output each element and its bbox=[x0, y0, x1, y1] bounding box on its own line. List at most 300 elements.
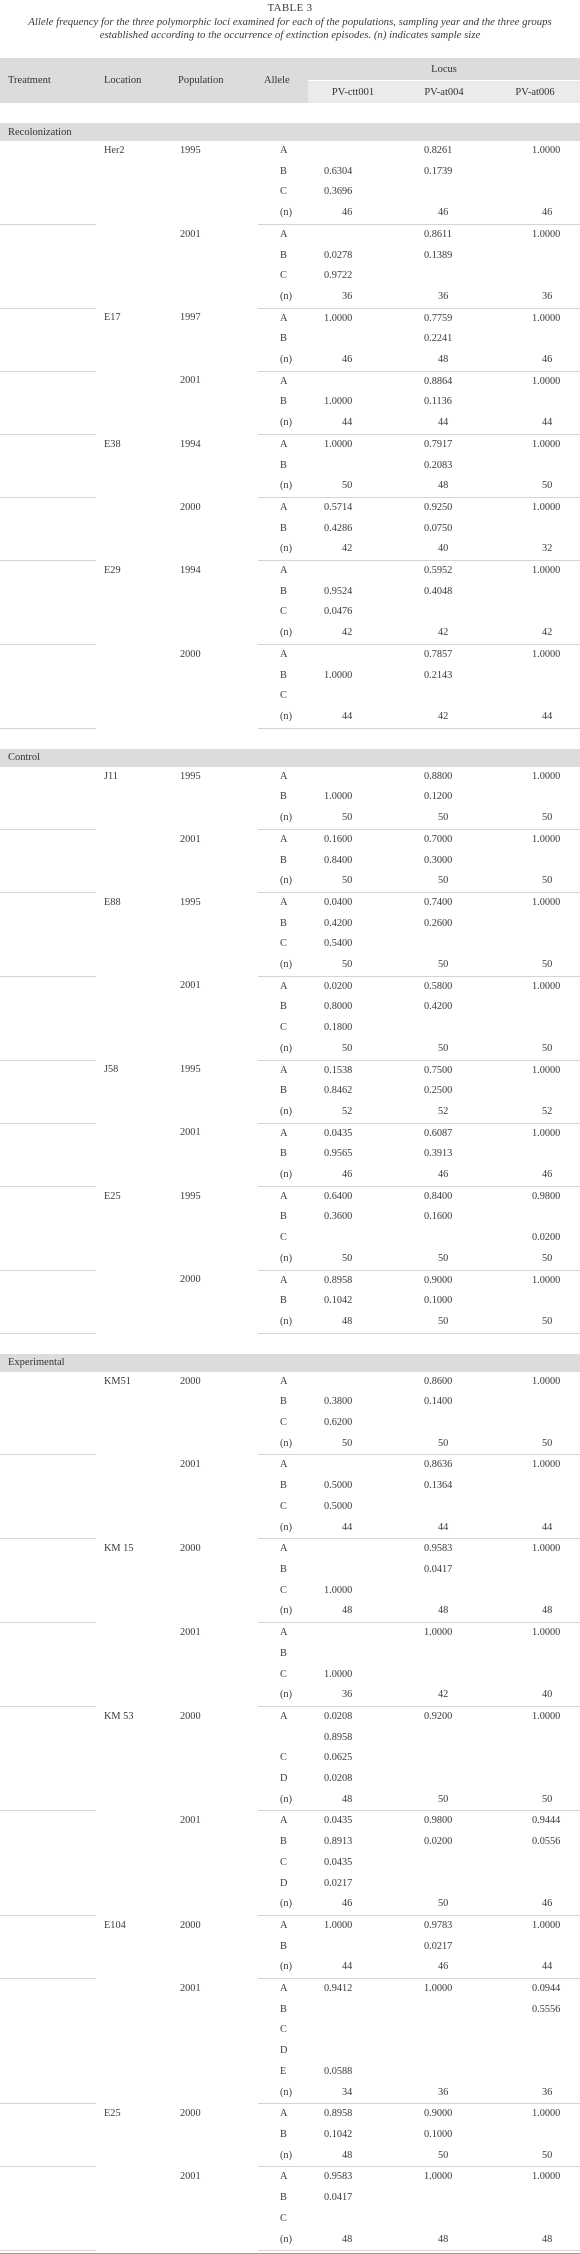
table-row bbox=[0, 1476, 580, 1497]
locus3-value bbox=[490, 266, 580, 287]
treatment-cell bbox=[0, 666, 96, 687]
locus1-value bbox=[308, 371, 398, 392]
location-cell bbox=[96, 371, 170, 392]
locus3-value: 46 bbox=[490, 203, 580, 224]
allele-cell: (n) bbox=[258, 2146, 308, 2167]
treatment-cell bbox=[0, 2146, 96, 2167]
locus1-value: 0.3696 bbox=[324, 186, 353, 198]
table-row bbox=[0, 329, 580, 350]
locus2-value bbox=[398, 1769, 490, 1790]
table-row bbox=[0, 892, 580, 913]
locus2-value bbox=[398, 2209, 490, 2230]
location-cell: KM51 bbox=[104, 1375, 131, 1387]
locus2-value: 0.8600 bbox=[424, 1375, 453, 1387]
population-cell bbox=[170, 1790, 258, 1811]
table-row bbox=[0, 2167, 580, 2188]
treatment-cell bbox=[0, 1560, 96, 1581]
locus3-value: 1.0000 bbox=[532, 1543, 561, 1555]
locus2-value bbox=[398, 934, 490, 955]
location-cell: E25 bbox=[104, 1190, 121, 1202]
locus3-value bbox=[490, 1769, 580, 1790]
location-cell bbox=[96, 1853, 170, 1874]
location-cell bbox=[96, 2062, 170, 2083]
location-cell bbox=[96, 808, 170, 829]
locus2-value: 0.3000 bbox=[424, 854, 453, 866]
header-treatment: Treatment bbox=[0, 58, 96, 103]
treatment-cell bbox=[0, 767, 96, 788]
population-cell bbox=[170, 1748, 258, 1769]
table-row bbox=[0, 1832, 580, 1853]
locus1-value: 50 bbox=[308, 955, 398, 976]
location-cell bbox=[96, 329, 170, 350]
treatment-cell bbox=[0, 519, 96, 540]
locus1-value: 42 bbox=[308, 539, 398, 560]
treatment-cell bbox=[0, 2083, 96, 2104]
locus1-value: 0.8913 bbox=[324, 1836, 353, 1848]
treatment-cell bbox=[0, 1207, 96, 1228]
locus1-value: 0.1042 bbox=[324, 1295, 353, 1307]
locus3-value bbox=[490, 392, 580, 413]
locus3-value: 46 bbox=[490, 1894, 580, 1915]
locus2-value: 0.1000 bbox=[424, 2128, 453, 2140]
locus2-value bbox=[398, 2188, 490, 2209]
population-cell bbox=[170, 582, 258, 603]
location-cell bbox=[96, 2209, 170, 2230]
group-header-row bbox=[0, 749, 580, 767]
locus2-value: 50 bbox=[398, 1249, 490, 1270]
location-cell bbox=[96, 582, 170, 603]
locus1-value: 0.0200 bbox=[324, 980, 353, 992]
allele-cell: (n) bbox=[258, 287, 308, 308]
locus1-value: 1.0000 bbox=[324, 312, 353, 324]
population-cell: 1995 bbox=[180, 896, 201, 908]
allele-cell: (n) bbox=[258, 623, 308, 644]
locus1-value: 0.6200 bbox=[324, 1417, 353, 1429]
table-row bbox=[0, 392, 580, 413]
location-cell bbox=[96, 203, 170, 224]
treatment-cell bbox=[0, 539, 96, 560]
population-cell bbox=[170, 2041, 258, 2062]
locus2-value: 0.9250 bbox=[424, 501, 453, 513]
locus1-value bbox=[308, 1644, 398, 1665]
treatment-cell bbox=[0, 1455, 96, 1476]
table-row bbox=[0, 686, 580, 707]
treatment-cell bbox=[0, 350, 96, 371]
allele-cell bbox=[258, 1728, 308, 1749]
treatment-cell bbox=[0, 787, 96, 808]
allele-cell: B bbox=[280, 522, 287, 534]
location-cell bbox=[96, 2230, 170, 2251]
locus2-value: 0.7917 bbox=[424, 438, 453, 450]
population-cell bbox=[170, 2000, 258, 2021]
treatment-cell bbox=[0, 1811, 96, 1832]
locus3-value: 44 bbox=[490, 413, 580, 434]
locus2-value: 50 bbox=[398, 1894, 490, 1915]
population-cell bbox=[170, 787, 258, 808]
treatment-cell bbox=[0, 1957, 96, 1978]
location-cell bbox=[96, 1685, 170, 1706]
table-row bbox=[0, 767, 580, 788]
table-row bbox=[0, 1560, 580, 1581]
location-cell bbox=[96, 476, 170, 497]
treatment-cell bbox=[0, 1623, 96, 1644]
locus2-value: 52 bbox=[398, 1102, 490, 1123]
locus3-value bbox=[490, 2041, 580, 2062]
table-row bbox=[0, 623, 580, 644]
location-cell bbox=[96, 851, 170, 872]
location-cell bbox=[96, 224, 170, 245]
locus2-value: 48 bbox=[398, 476, 490, 497]
locus1-value: 36 bbox=[308, 287, 398, 308]
location-cell bbox=[96, 246, 170, 267]
population-cell bbox=[170, 1207, 258, 1228]
location-cell bbox=[96, 1039, 170, 1060]
allele-cell: A bbox=[280, 1459, 288, 1471]
locus3-value: 0.0556 bbox=[532, 1836, 561, 1848]
allele-cell: A bbox=[280, 2108, 288, 2120]
allele-cell: B bbox=[280, 1940, 287, 1952]
treatment-cell bbox=[0, 1581, 96, 1602]
locus2-value: 46 bbox=[398, 203, 490, 224]
population-cell bbox=[170, 1937, 258, 1958]
population-cell: 2001 bbox=[180, 833, 201, 845]
locus1-value: 0.8400 bbox=[324, 854, 353, 866]
locus2-value bbox=[398, 1581, 490, 1602]
population-cell: 2000 bbox=[180, 1375, 201, 1387]
header-locus: Locus bbox=[308, 58, 580, 81]
locus2-value: 46 bbox=[398, 1957, 490, 1978]
population-cell bbox=[170, 914, 258, 935]
location-cell bbox=[96, 666, 170, 687]
table-row bbox=[0, 413, 580, 434]
table-header bbox=[0, 58, 580, 103]
table-row bbox=[0, 1018, 580, 1039]
table-row bbox=[0, 955, 580, 976]
allele-cell: (n) bbox=[258, 413, 308, 434]
allele-cell: A bbox=[280, 1919, 288, 1931]
table-body bbox=[0, 103, 580, 2251]
locus2-value: 0.7857 bbox=[424, 648, 453, 660]
allele-cell: C bbox=[280, 1417, 287, 1429]
location-cell bbox=[96, 2041, 170, 2062]
table-row bbox=[0, 1455, 580, 1476]
population-cell bbox=[170, 1018, 258, 1039]
locus2-value: 0.8611 bbox=[424, 228, 452, 240]
allele-cell: C bbox=[280, 270, 287, 282]
population-cell bbox=[170, 246, 258, 267]
table-row bbox=[0, 2062, 580, 2083]
locus1-value bbox=[308, 456, 398, 477]
table-row bbox=[0, 1123, 580, 1144]
locus3-value bbox=[490, 2020, 580, 2041]
treatment-cell bbox=[0, 892, 96, 913]
table-row bbox=[0, 246, 580, 267]
table-row bbox=[0, 456, 580, 477]
treatment-cell bbox=[0, 1790, 96, 1811]
population-cell bbox=[170, 1081, 258, 1102]
locus1-value: 48 bbox=[308, 1601, 398, 1622]
locus1-value: 0.9565 bbox=[324, 1148, 353, 1160]
locus3-value bbox=[490, 787, 580, 808]
locus3-value bbox=[490, 2062, 580, 2083]
locus3-value: 1.0000 bbox=[532, 1375, 561, 1387]
population-cell: 2001 bbox=[180, 1815, 201, 1827]
header-allele: Allele bbox=[258, 58, 308, 103]
treatment-cell bbox=[0, 434, 96, 455]
locus3-value: 1.0000 bbox=[532, 228, 561, 240]
allele-cell: C bbox=[280, 1584, 287, 1596]
treatment-cell bbox=[0, 371, 96, 392]
treatment-cell bbox=[0, 224, 96, 245]
locus3-value bbox=[490, 1144, 580, 1165]
population-cell bbox=[170, 602, 258, 623]
locus3-value: 50 bbox=[490, 1249, 580, 1270]
locus2-value: 0.1000 bbox=[424, 1295, 453, 1307]
locus3-value bbox=[490, 519, 580, 540]
population-cell bbox=[170, 287, 258, 308]
table-row bbox=[0, 203, 580, 224]
locus1-value bbox=[308, 329, 398, 350]
population-cell bbox=[170, 1874, 258, 1895]
location-cell bbox=[96, 1790, 170, 1811]
location-cell bbox=[96, 1476, 170, 1497]
table-row bbox=[0, 561, 580, 582]
location-cell: E29 bbox=[104, 564, 121, 576]
allele-cell: B bbox=[280, 1001, 287, 1013]
locus2-value: 50 bbox=[398, 871, 490, 892]
treatment-cell bbox=[0, 582, 96, 603]
locus3-value bbox=[490, 2209, 580, 2230]
locus1-value: 50 bbox=[308, 476, 398, 497]
population-cell bbox=[170, 1518, 258, 1539]
locus1-value: 1.0000 bbox=[324, 791, 353, 803]
allele-cell: (n) bbox=[258, 476, 308, 497]
table-row bbox=[0, 1979, 580, 2000]
locus1-value: 52 bbox=[308, 1102, 398, 1123]
treatment-cell bbox=[0, 1915, 96, 1936]
location-cell bbox=[96, 1979, 170, 2000]
locus3-value: 1.0000 bbox=[532, 648, 561, 660]
table-row bbox=[0, 1186, 580, 1207]
table-row bbox=[0, 1937, 580, 1958]
location-cell bbox=[96, 2167, 170, 2188]
location-cell bbox=[96, 1434, 170, 1455]
table-row bbox=[0, 1518, 580, 1539]
allele-cell: A bbox=[280, 228, 288, 240]
treatment-cell bbox=[0, 1937, 96, 1958]
locus1-value: 0.1800 bbox=[324, 1022, 353, 1034]
population-cell bbox=[170, 329, 258, 350]
location-cell: E104 bbox=[104, 1919, 126, 1931]
location-cell bbox=[96, 1413, 170, 1434]
allele-cell: B bbox=[280, 1564, 287, 1575]
population-cell bbox=[170, 162, 258, 183]
table-row bbox=[0, 1644, 580, 1665]
locus2-value bbox=[398, 1853, 490, 1874]
table-row bbox=[0, 2188, 580, 2209]
locus1-value: 0.5400 bbox=[324, 938, 353, 950]
locus3-value bbox=[490, 934, 580, 955]
locus3-value: 1.0000 bbox=[532, 1627, 561, 1639]
locus2-value bbox=[398, 1413, 490, 1434]
locus3-value: 1.0000 bbox=[532, 1274, 561, 1286]
table-row bbox=[0, 2083, 580, 2104]
locus1-value: 0.5000 bbox=[324, 1500, 353, 1512]
allele-cell: (n) bbox=[258, 1165, 308, 1186]
allele-cell: (n) bbox=[258, 1894, 308, 1915]
table-row bbox=[0, 1291, 580, 1312]
treatment-cell bbox=[0, 1665, 96, 1686]
locus3-value: 1.0000 bbox=[532, 1127, 561, 1139]
allele-cell: B bbox=[280, 585, 287, 597]
locus2-value: 0.1136 bbox=[424, 396, 452, 408]
location-cell bbox=[96, 182, 170, 203]
allele-cell: (n) bbox=[258, 2230, 308, 2251]
location-cell bbox=[96, 644, 170, 665]
locus3-value bbox=[490, 1560, 580, 1581]
header-location: Location bbox=[96, 58, 170, 103]
population-cell bbox=[170, 1957, 258, 1978]
population-cell bbox=[170, 1165, 258, 1186]
allele-cell: B bbox=[280, 1295, 287, 1307]
locus3-value bbox=[490, 246, 580, 267]
location-cell: Her2 bbox=[104, 145, 125, 156]
treatment-cell bbox=[0, 1894, 96, 1915]
allele-cell: B bbox=[280, 333, 287, 345]
locus2-value: 0.1600 bbox=[424, 1211, 453, 1223]
treatment-cell bbox=[0, 1144, 96, 1165]
table-row bbox=[0, 1434, 580, 1455]
locus3-value: 1.0000 bbox=[532, 980, 561, 992]
header-population: Population bbox=[170, 58, 258, 103]
locus1-value: 0.4286 bbox=[324, 522, 353, 534]
table-row bbox=[0, 476, 580, 497]
allele-cell: B bbox=[280, 1148, 287, 1160]
allele-cell: (n) bbox=[258, 2083, 308, 2104]
population-cell: 2000 bbox=[180, 648, 201, 660]
locus1-value: 0.9722 bbox=[324, 270, 353, 282]
table-row bbox=[0, 1853, 580, 1874]
table-row bbox=[0, 1957, 580, 1978]
table-row bbox=[0, 182, 580, 203]
locus1-value bbox=[308, 1539, 398, 1560]
locus3-value bbox=[490, 997, 580, 1018]
locus2-value: 42 bbox=[398, 707, 490, 728]
allele-cell: A bbox=[280, 1190, 288, 1202]
allele-cell: A bbox=[280, 1543, 288, 1555]
location-cell bbox=[96, 2188, 170, 2209]
allele-cell: C bbox=[280, 1022, 287, 1034]
locus1-value: 36 bbox=[308, 1685, 398, 1706]
treatment-cell bbox=[0, 1413, 96, 1434]
locus1-value bbox=[308, 686, 398, 707]
table-row bbox=[0, 2000, 580, 2021]
locus1-value bbox=[308, 2209, 398, 2230]
locus1-value: 0.0208 bbox=[324, 1773, 353, 1785]
allele-cell: C bbox=[280, 1232, 287, 1244]
treatment-cell bbox=[0, 1228, 96, 1249]
location-cell bbox=[96, 934, 170, 955]
population-cell bbox=[170, 2209, 258, 2230]
location-cell bbox=[96, 871, 170, 892]
locus3-value bbox=[490, 1497, 580, 1518]
table-row bbox=[0, 1915, 580, 1936]
locus3-value: 42 bbox=[490, 623, 580, 644]
allele-cell: C bbox=[280, 938, 287, 950]
locus2-value: 1.0000 bbox=[424, 2171, 453, 2183]
population-cell bbox=[170, 1728, 258, 1749]
location-cell bbox=[96, 602, 170, 623]
location-cell bbox=[96, 787, 170, 808]
population-cell: 1995 bbox=[180, 1064, 201, 1076]
locus3-value: 48 bbox=[490, 1601, 580, 1622]
locus2-value: 0.8800 bbox=[424, 770, 453, 782]
location-cell bbox=[96, 1665, 170, 1686]
treatment-cell bbox=[0, 162, 96, 183]
location-cell bbox=[96, 2146, 170, 2167]
treatment-cell bbox=[0, 851, 96, 872]
population-cell bbox=[170, 1249, 258, 1270]
table-row bbox=[0, 287, 580, 308]
location-cell bbox=[96, 707, 170, 728]
allele-cell: A bbox=[280, 1983, 288, 1995]
population-cell: 1994 bbox=[180, 564, 201, 576]
treatment-cell bbox=[0, 1748, 96, 1769]
population-cell: 2000 bbox=[180, 1543, 201, 1555]
allele-cell: A bbox=[280, 648, 288, 660]
locus2-value: 0.8400 bbox=[424, 1190, 453, 1202]
locus2-value: 50 bbox=[398, 2146, 490, 2167]
locus3-value bbox=[490, 1207, 580, 1228]
locus1-value: 0.1538 bbox=[324, 1064, 353, 1076]
treatment-cell bbox=[0, 1186, 96, 1207]
locus2-value: 0.0750 bbox=[424, 522, 453, 534]
population-cell bbox=[170, 1102, 258, 1123]
population-cell bbox=[170, 1769, 258, 1790]
allele-cell: (n) bbox=[258, 1601, 308, 1622]
locus3-value bbox=[490, 1018, 580, 1039]
locus3-value: 1.0000 bbox=[532, 1919, 561, 1931]
locus3-value: 40 bbox=[490, 1685, 580, 1706]
locus1-value: 0.0217 bbox=[324, 1877, 353, 1889]
treatment-cell bbox=[0, 1874, 96, 1895]
locus2-value: 44 bbox=[398, 1518, 490, 1539]
allele-cell: A bbox=[280, 2171, 288, 2183]
location-cell bbox=[96, 539, 170, 560]
locus1-value: 0.0435 bbox=[324, 1815, 353, 1827]
population-cell bbox=[170, 1853, 258, 1874]
table-row bbox=[0, 1748, 580, 1769]
table-row bbox=[0, 1894, 580, 1915]
locus3-value: 50 bbox=[490, 871, 580, 892]
locus1-value: 0.6304 bbox=[324, 165, 353, 177]
locus1-value: 44 bbox=[308, 1518, 398, 1539]
allele-cell: (n) bbox=[258, 350, 308, 371]
locus1-value: 0.0625 bbox=[324, 1752, 353, 1764]
treatment-cell bbox=[0, 914, 96, 935]
treatment-cell bbox=[0, 2062, 96, 2083]
location-cell bbox=[96, 1228, 170, 1249]
table-row bbox=[0, 997, 580, 1018]
population-cell bbox=[170, 1497, 258, 1518]
locus2-value bbox=[398, 2062, 490, 2083]
table-row bbox=[0, 2209, 580, 2230]
locus2-value: 1.0000 bbox=[424, 1627, 453, 1639]
allele-cell: D bbox=[280, 1877, 288, 1889]
locus3-value bbox=[490, 851, 580, 872]
population-cell: 2000 bbox=[180, 1274, 201, 1286]
locus1-value: 0.3800 bbox=[324, 1396, 353, 1408]
